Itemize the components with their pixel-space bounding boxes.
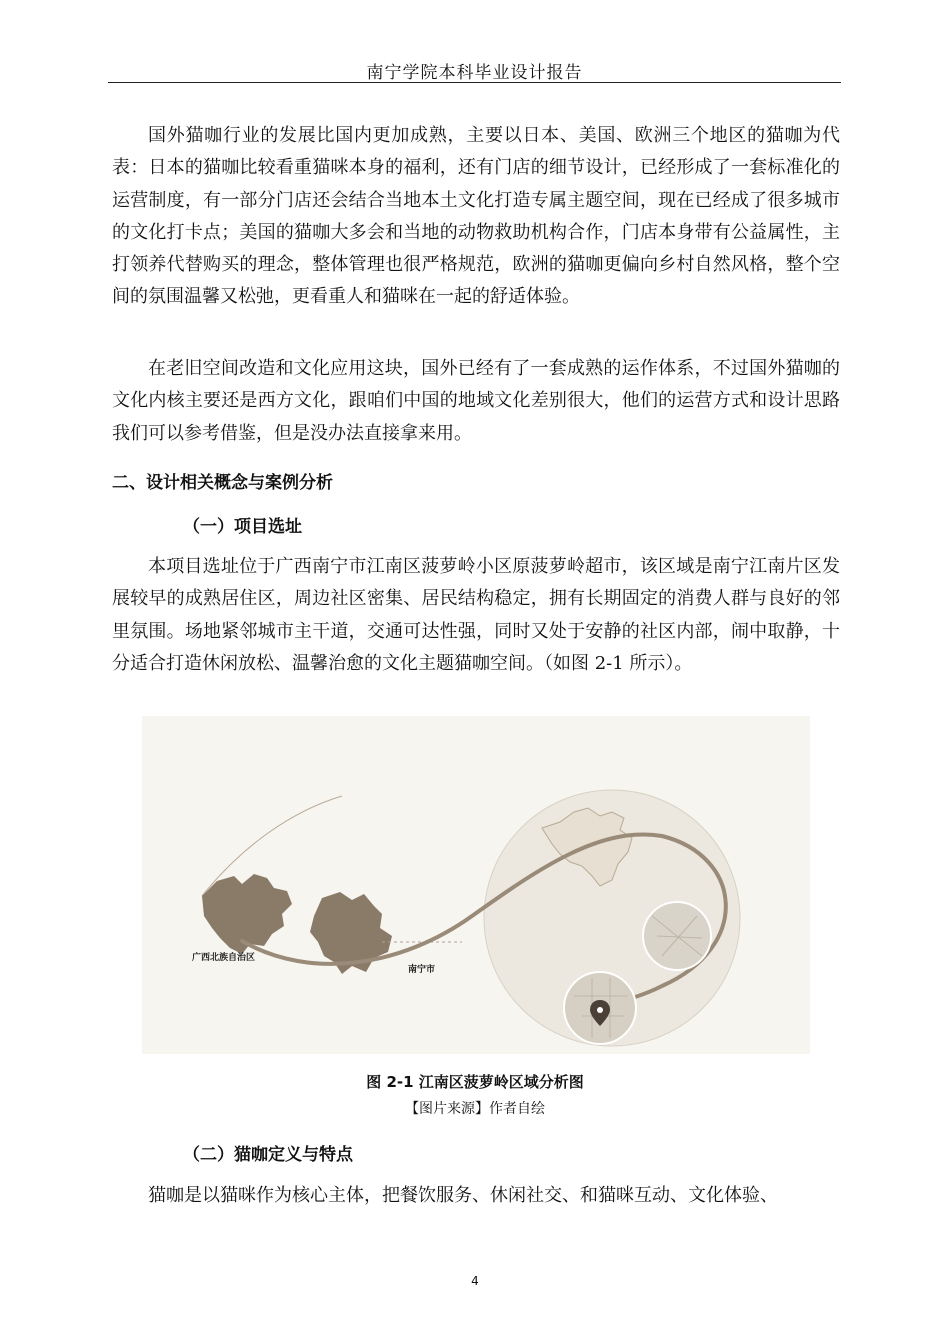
region-map-illustration — [142, 716, 810, 1054]
label-guangxi: 广西北族自治区 — [192, 953, 256, 963]
paragraph-cat-cafe-definition: 猫咖是以猫咪作为核心主体，把餐饮服务、休闲社交、和猫咪互动、文化体验、 — [148, 1185, 778, 1206]
paragraph-cultural-application: 在老旧空间改造和文化应用这块，国外已经有了一套成熟的运作体系，不过国外猫咖的文化内核主要还是西方文化，跟咱们中国的地域文化差别很大，他们的运营方式和设计思路我们可以参考借鉴，但是没办法直接拿来用。 — [112, 358, 840, 444]
subsection-heading-definition: （二）猫咖定义与特点 — [183, 1145, 353, 1165]
paragraph-foreign-cat-cafes: 国外猫咖行业的发展比国内更加成熟，主要以日本、美国、欧洲三个地区的猫咖为代表：日本的猫咖比较看重猫咪本身的福利，还有门店的细节设计，已经形成了一套标准化的运营制度，有一部分门店还会结合当地本土文化打造专属主题空间，现在已经成了很多城市的文化打卡点；美国的猫咖大多会和当地的动物救助机构合作，门店本身带有公益属性，主打领养代替购买的理念，整体管理也很严格规范，欧洲的猫咖更偏向乡村自然风格，整个空间的氛围温馨又松弛，更看重人和猫咪在一起的舒适体验。 — [112, 125, 840, 308]
header-divider — [108, 82, 841, 83]
label-nanning: 南宁市 — [408, 965, 436, 975]
page-number: 4 — [471, 1274, 479, 1288]
figure-source: 【图片来源】作者自绘 — [405, 1101, 545, 1117]
section-heading: 二、设计相关概念与案例分析 — [112, 473, 333, 493]
paragraph-site-selection: 本项目选址位于广西南宁市江南区菠萝岭小区原菠萝岭超市，该区域是南宁江南片区发展较早的成熟居住区，周边社区密集、居民结构稳定，拥有长期固定的消费人群与良好的邻里氛围。场地紧邻城市主干道，交通可达性强，同时又处于安静的社区内部，闹中取静，十分适合打造休闲放松、温馨治愈的文化主题猫咖空间。（如图 2-1 所示）。 — [112, 556, 840, 674]
page-header: 南宁学院本科毕业设计报告 — [366, 63, 583, 83]
region-analysis-figure — [142, 716, 810, 1054]
subsection-heading-site: （一）项目选址 — [183, 517, 302, 537]
figure-caption: 图 2-1 江南区菠萝岭区域分析图 — [366, 1073, 584, 1091]
